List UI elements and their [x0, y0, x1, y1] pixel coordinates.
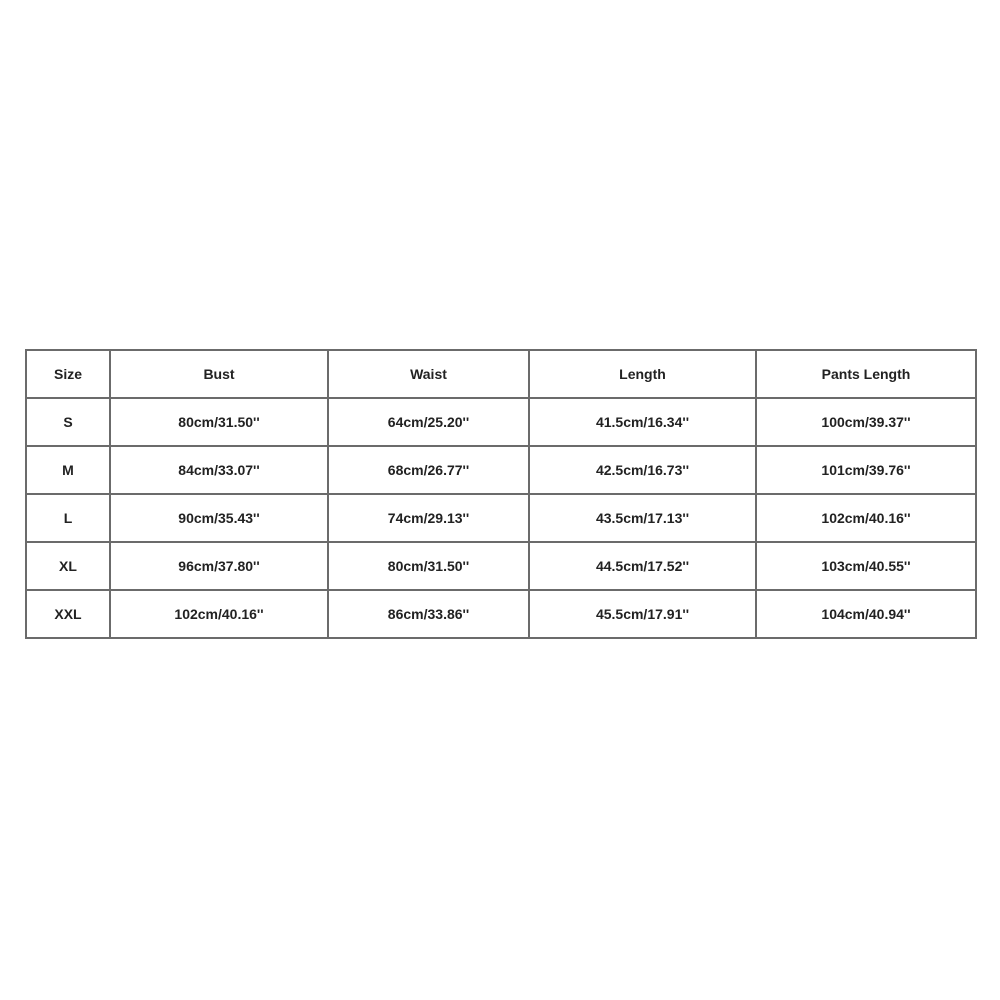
waist-cell: 68cm/26.77'': [328, 446, 529, 494]
header-size: Size: [26, 350, 110, 398]
size-cell: L: [26, 494, 110, 542]
pants-length-cell: 101cm/39.76'': [756, 446, 976, 494]
waist-cell: 74cm/29.13'': [328, 494, 529, 542]
bust-cell: 90cm/35.43'': [110, 494, 328, 542]
header-bust: Bust: [110, 350, 328, 398]
length-cell: 43.5cm/17.13'': [529, 494, 756, 542]
table-row: [26, 398, 976, 446]
header-length: Length: [529, 350, 756, 398]
size-chart-table: [25, 349, 977, 639]
size-cell: XL: [26, 542, 110, 590]
pants-length-cell: 100cm/39.37'': [756, 398, 976, 446]
size-cell: M: [26, 446, 110, 494]
waist-cell: 86cm/33.86'': [328, 590, 529, 638]
table-row: [26, 494, 976, 542]
table-row: [26, 542, 976, 590]
size-cell: S: [26, 398, 110, 446]
length-cell: 44.5cm/17.52'': [529, 542, 756, 590]
size-cell: XXL: [26, 590, 110, 638]
table-row: [26, 446, 976, 494]
pants-length-cell: 103cm/40.55'': [756, 542, 976, 590]
bust-cell: 84cm/33.07'': [110, 446, 328, 494]
bust-cell: 96cm/37.80'': [110, 542, 328, 590]
header-pants-length: Pants Length: [756, 350, 976, 398]
bust-cell: 102cm/40.16'': [110, 590, 328, 638]
waist-cell: 80cm/31.50'': [328, 542, 529, 590]
bust-cell: 80cm/31.50'': [110, 398, 328, 446]
length-cell: 45.5cm/17.91'': [529, 590, 756, 638]
waist-cell: 64cm/25.20'': [328, 398, 529, 446]
table-header-row: [26, 350, 976, 398]
table-row: [26, 590, 976, 638]
header-waist: Waist: [328, 350, 529, 398]
pants-length-cell: 104cm/40.94'': [756, 590, 976, 638]
pants-length-cell: 102cm/40.16'': [756, 494, 976, 542]
length-cell: 41.5cm/16.34'': [529, 398, 756, 446]
length-cell: 42.5cm/16.73'': [529, 446, 756, 494]
